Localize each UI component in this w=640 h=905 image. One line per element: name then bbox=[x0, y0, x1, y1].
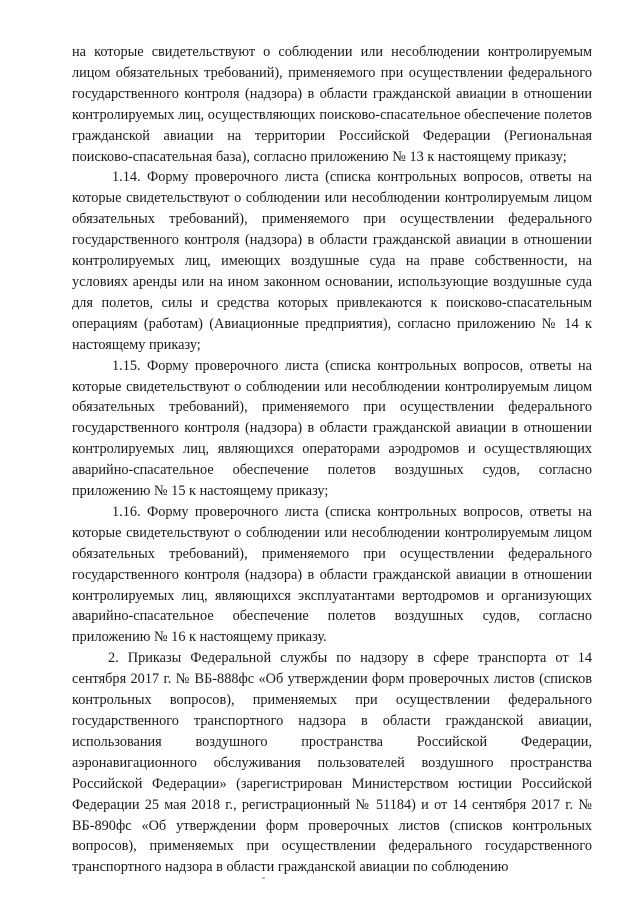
paragraph-item-2: 2. Приказы Федеральной службы по надзору в сфере транспорта от 14 сентября 2017 г. № ВБ-888фс «Об утверждении форм проверочных листов (списков контрольных вопросов), применяемых при осуществлении федерального государственного транспортного надзора в области гражданской авиации, использования воздушного пространства Российской Федерации, аэронавигационного обслуживания пользователей воздушного пространства Российской Федерации» (зарегистрирован Министерством юстиции Российской Федерации 25 мая 2018 г., регистрационный № 51184) и от 14 сентября 2017 г. № ВБ-890фс «Об утверждении форм проверочных листов (списков контрольных вопросов), применяемых при осуществлении федерального государственного транспортного надзора в области гражданской авиации по соблюдению bbox=[72, 650, 592, 876]
paragraph-item-1-16: 1.16. Форму проверочного листа (списка контрольных вопросов, ответы на которые свидетельствуют о соблюдении или несоблюдении контролируемым лицом обязательных требований), применяемого при осуществлении федерального государственного контроля (надзора) в области гражданской авиации в отношении контролируемых лиц, являющихся эксплуатантами вертодромов и организующих аварийно-спасательное обеспечение полетов воздушных судов, согласно приложению № 16 к настоящему приказу. bbox=[72, 503, 592, 646]
document-body bbox=[72, 42, 592, 878]
paragraph-continuation: на которые свидетельствуют о соблюдении или несоблюдении контролируемым лицом обязательных требований), применяемого при осуществлении федерального государственного контроля (надзора) в области гражданской авиации в отношении контролируемых лиц, осуществляющих поисково-спасательное обеспечение полетов гражданской авиации на территории Российской Федерации (Региональная поисково-спасательная база), согласно приложению № 13 к настоящему приказу; bbox=[72, 44, 592, 165]
paragraph-item-1-14: 1.14. Форму проверочного листа (списка контрольных вопросов, ответы на которые свидетельствуют о соблюдении или несоблюдении контролируемым лицом обязательных требований), применяемого при осуществлении федерального государственного контроля (надзора) в области гражданской авиации в отношении контролируемых лиц, имеющих воздушные суда на праве собственности, на условиях аренды или на ином законном основании, использующие воздушные суда для полетов, силы и средства которых привлекаются к поисково-спасательным операциям (работам) (Авиационные предприятия), согласно приложению № 14 к настоящему приказу; bbox=[72, 169, 592, 353]
paragraph-item-1-15: 1.15. Форму проверочного листа (списка контрольных вопросов, ответы на которые свидетельствуют о соблюдении или несоблюдении контролируемым лицом обязательных требований), применяемого при осуществлении федерального государственного контроля (надзора) в области гражданской авиации в отношении контролируемых лиц, являющихся операторами аэродромов и осуществляющих аварийно-спасательное обеспечение полетов воздушных судов, согласно приложению № 15 к настоящему приказу; bbox=[72, 357, 592, 500]
scan-artifact bbox=[262, 877, 265, 879]
